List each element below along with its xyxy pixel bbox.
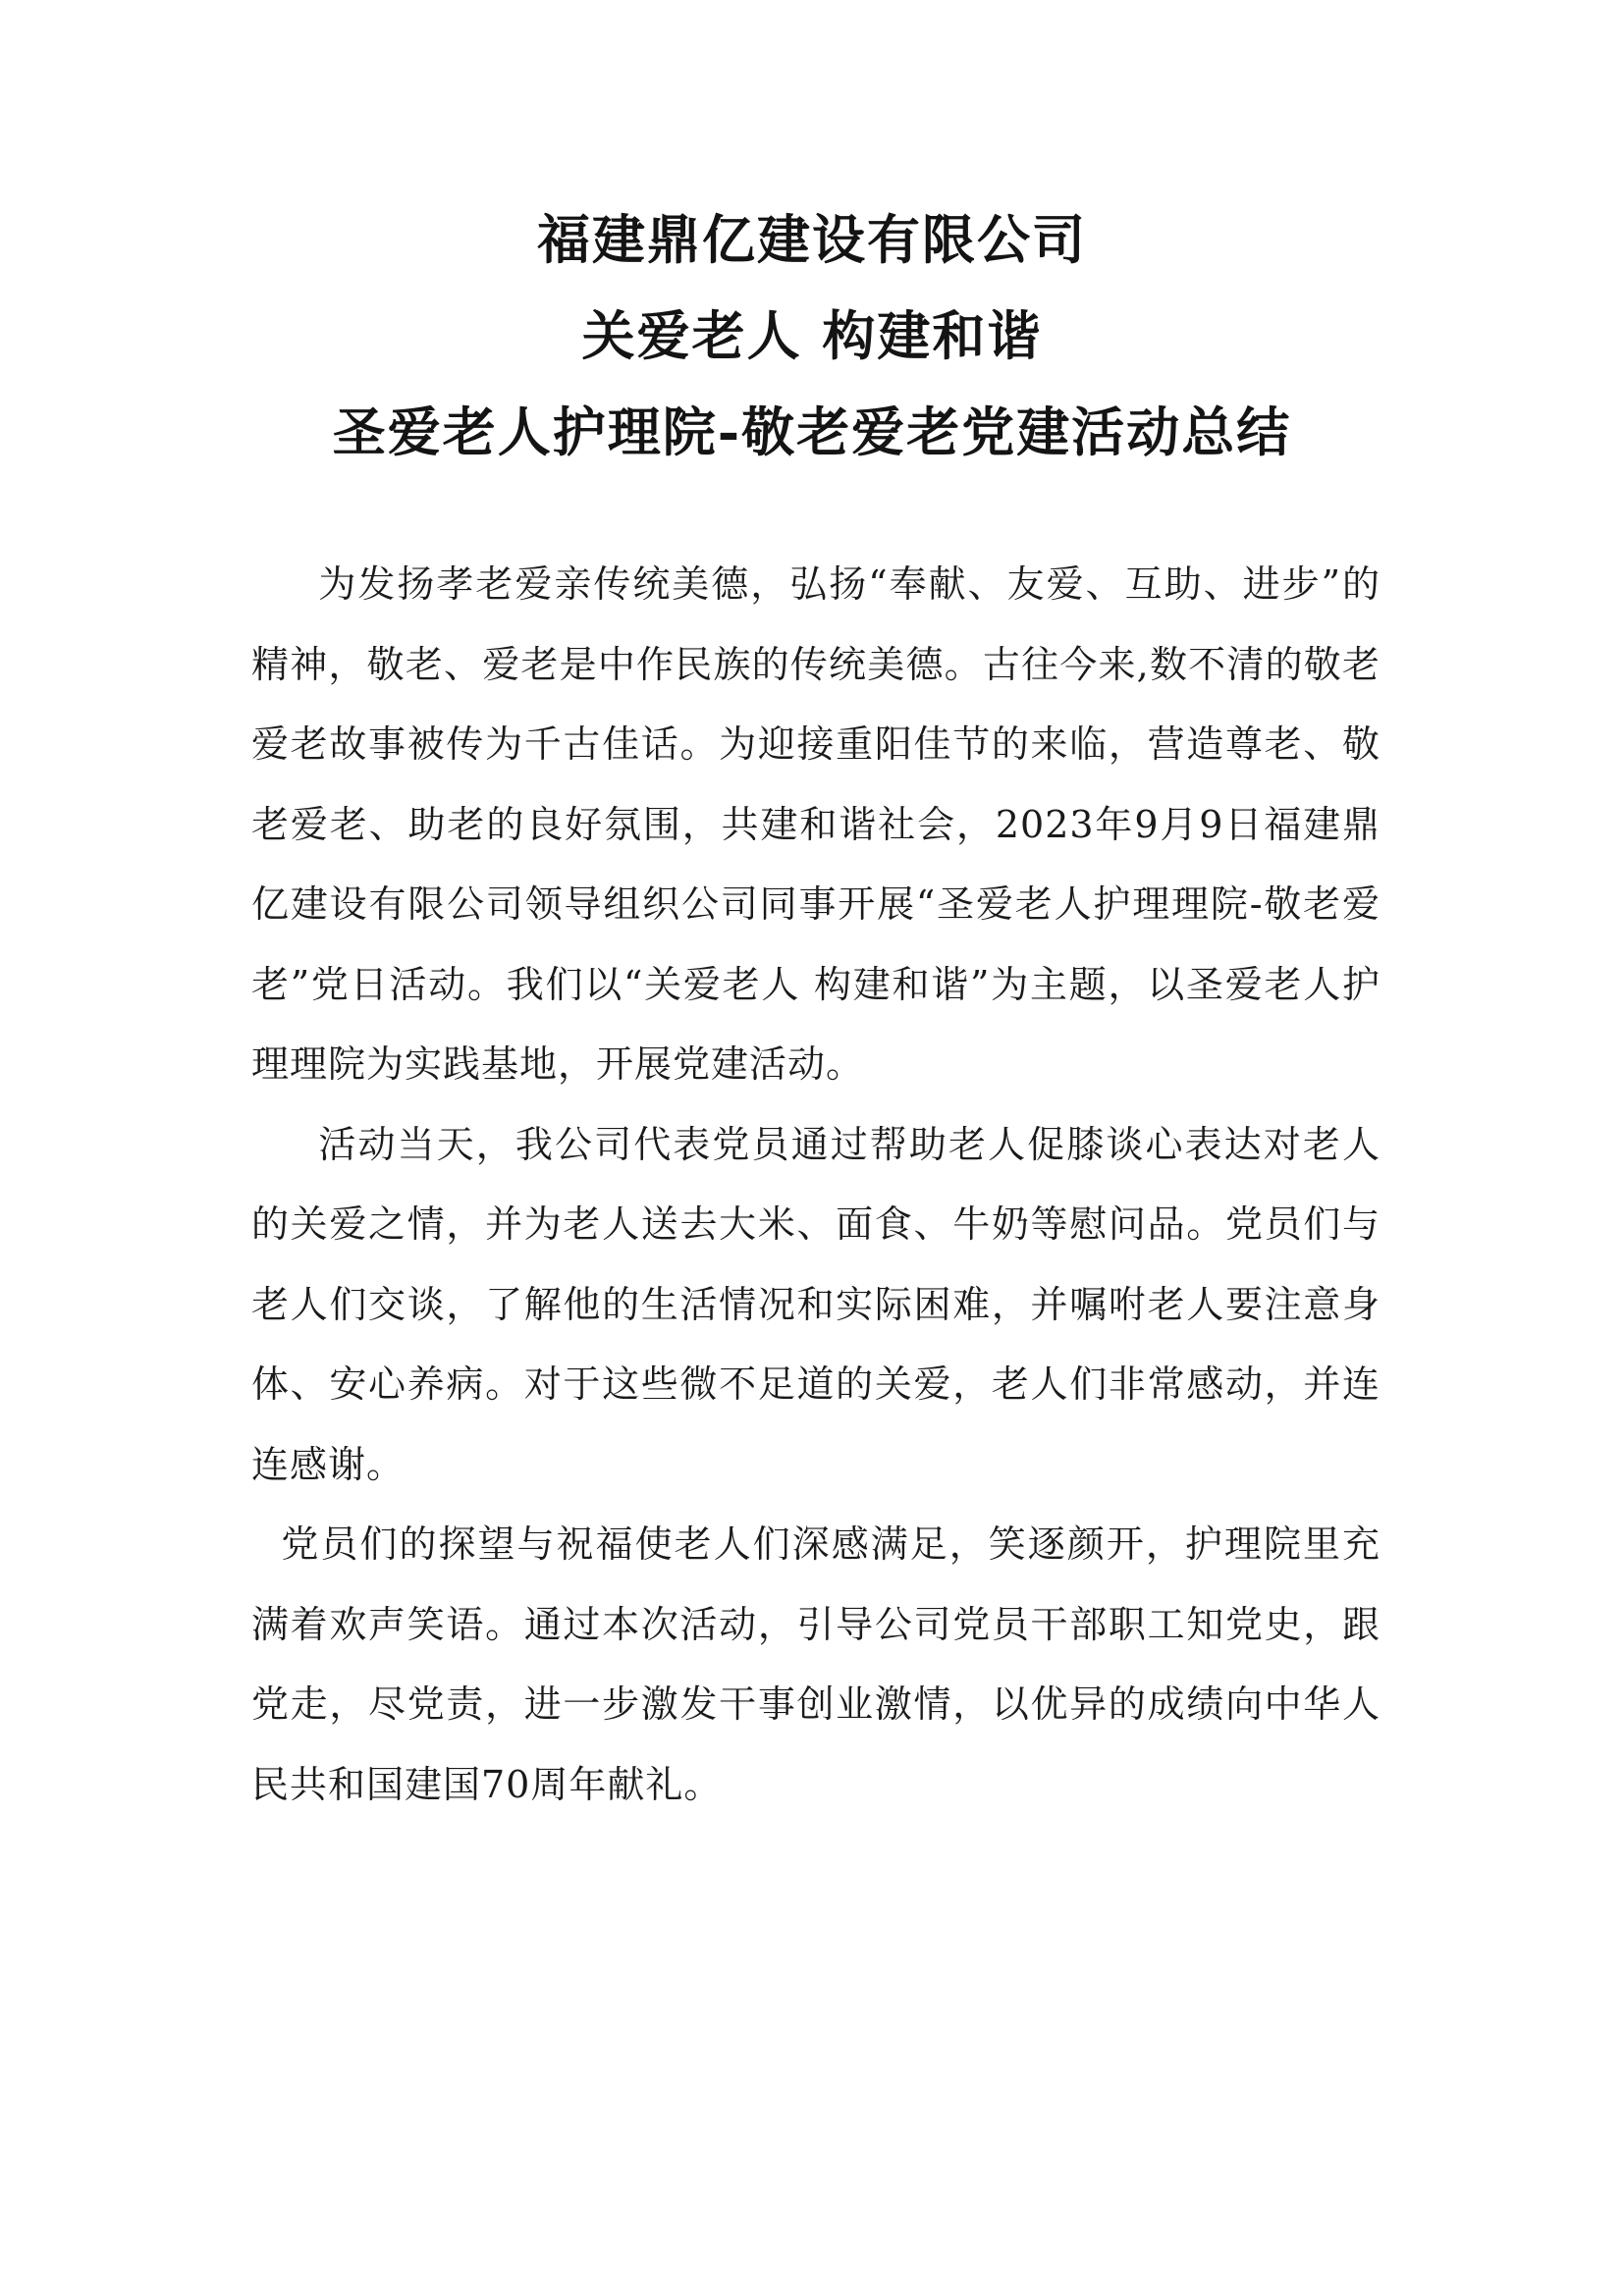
document-body [251, 545, 1380, 1825]
paragraph-activity: 活动当天，我公司代表党员通过帮助老人促膝谈心表达对老人的关爱之情，并为老人送去大米、面食、牛奶等慰问品。党员们与老人们交谈，了解他的生活情况和实际困难，并嘱咐老人要注意身体、安心养病。对于这些微不足道的关爱，老人们非常感动，并连连感谢。 [251, 1122, 1380, 1486]
title-theme: 关爱老人 构建和谐 [581, 304, 1043, 367]
title-activity: 圣爱老人护理院-敬老爱老党建活动总结 [332, 400, 1292, 463]
title-company: 福建鼎亿建设有限公司 [537, 208, 1087, 271]
paragraph-intro: 为发扬孝老爱亲传统美德，弘扬“奉献、友爱、互助、进步”的精神，敬老、爱老是中作民族的传统美德。古往今来,数不清的敬老爱老故事被传为千古佳话。为迎接重阳佳节的来临，营造尊老、敬老爱老、助老的良好氛围，共建和谐社会，2023年9月9日福建鼎亿建设有限公司领导组织公司同事开展“圣爱老人护理理院-敬老爱老”党日活动。我们以“关爱老人 构建和谐”为主题，以圣爱老人护理理院为实践基地，开展党建活动。 [251, 562, 1380, 1086]
paragraph-conclusion: 党员们的探望与祝福使老人们深感满足，笑逐颜开，护理院里充满着欢声笑语。通过本次活动，引导公司党员干部职工知党史，跟党走，尽党责，进一步激发干事创业激情，以优异的成绩向中华人民共和国建国70周年献礼。 [251, 1522, 1380, 1806]
document-title [0, 191, 1624, 480]
